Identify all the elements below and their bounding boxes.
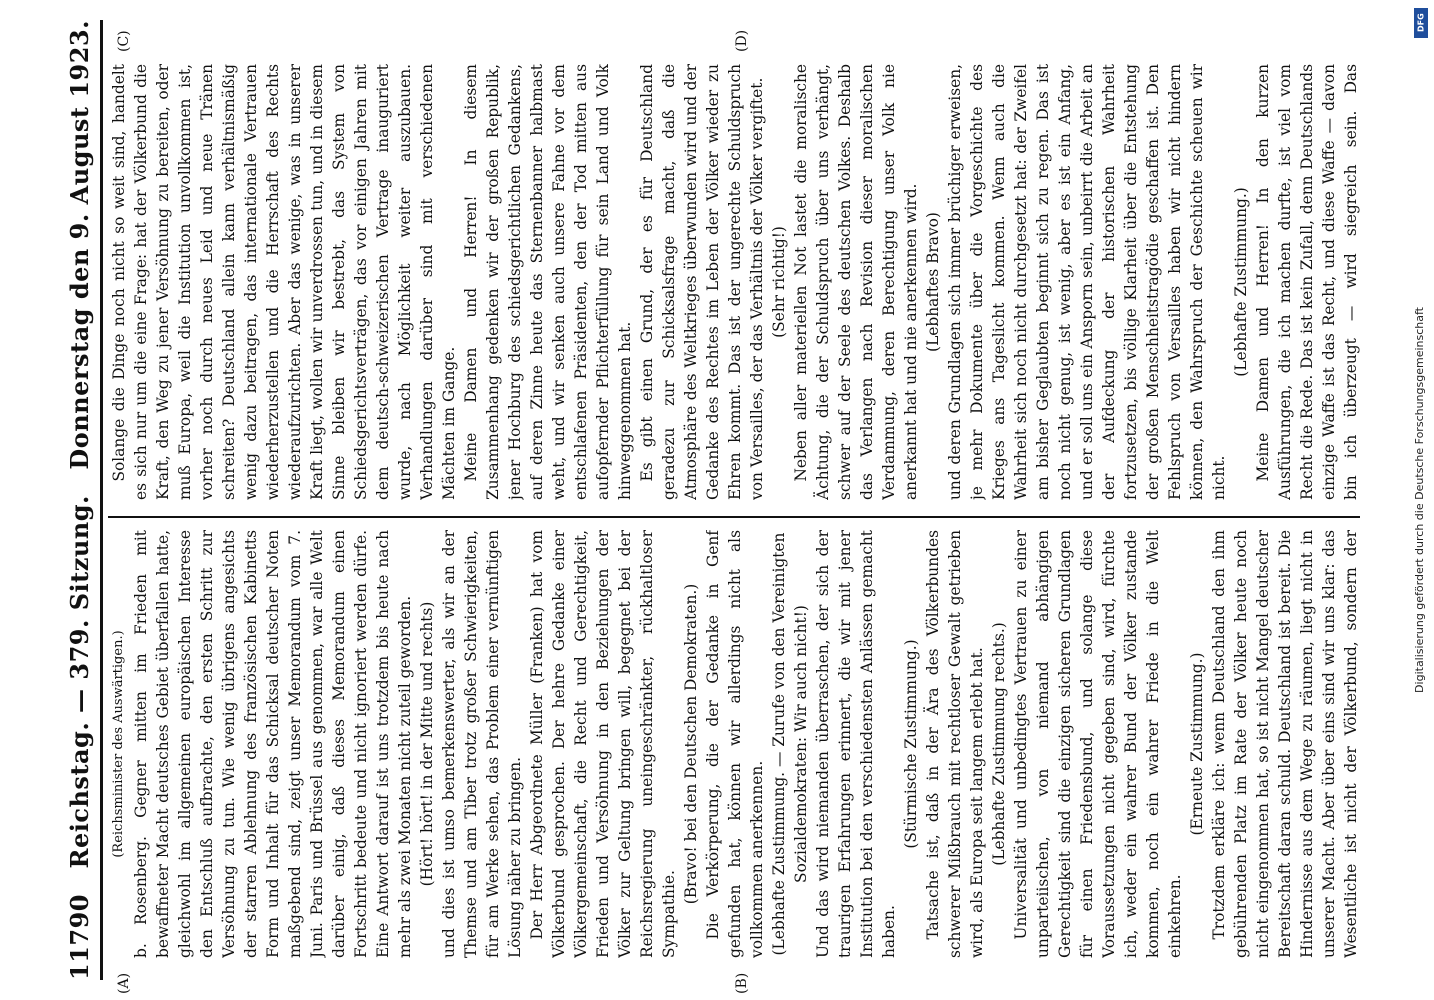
digitization-note-text: Digitalisierung gefördert durch die Deutsche Forschungsgemeinschaft xyxy=(1412,307,1426,693)
paragraph: Neben aller materiellen Not lastet die moralische Ächtung, die der Schuldspruch über uns verhängt, schwer auf der Seele des deutschen Volkes. Deshalb das Verlangen nach Revision dieser moralischen Verdammung, deren Berechtigung unser Volk nie anerkannt hat und nie anerkennen wird. xyxy=(792,64,920,500)
paragraph: Tatsache ist, daß in der Ära des Völkerbundes schwerer Mißbrauch mit rechtloser Gewalt getrieben wird, als Europa seit langem erlebt hat. xyxy=(924,530,986,958)
paragraph: Die Verkörperung, die der Gedanke in Genf gefunden hat, können wir allerdings nicht als vollkommen anerkennen. xyxy=(704,530,766,958)
section-marker-a: (A) xyxy=(116,972,132,994)
column-divider xyxy=(108,516,1360,518)
digitization-note xyxy=(1408,10,1430,990)
interjection: (Bravo! bei den Deutschen Demokraten.) xyxy=(682,583,700,905)
right-column xyxy=(108,64,1360,500)
paragraph: Solange die Dinge noch nicht so weit sind, handelt es sich nur um die eine Frage: hat der Völkerbund die Kraft, den Weg zu jener Versöhnung zu bereiten, oder muß Europa, weil die Institution unvollkommen ist, vorher noch durch neues Leid und neue Tränen schreiten? Deutschland allein kann verhältnismäßig wenig dazu beitragen, das internationale Vertrauen wiederherzustellen und die Herrschaft des Rechts wiederaufzurichten. Aber das wenige, was in unserer Kraft liegt, wollen wir unverdrossen tun, und in diesem Sinne bleiben wir bestrebt, das System von Schiedsgerichtsverträgen, das vor einigen Jahren mit dem deutsch-schweizerischen Vertrage inauguriert wurde, nach Möglichkeit weiter auszubauen. Verhandlungen darüber sind mit verschiedenen Mächten im Gange. xyxy=(110,64,458,500)
header-rule xyxy=(100,20,103,980)
interjection: (Stürmische Zustimmung.) xyxy=(902,639,920,849)
paragraph: b. Rosenberg. Gegner mitten im Frieden mit bewaffneter Macht deutsches Gebiet überfallen hatte, gleichwohl im allgemeinen europäischen Interesse den Entschluß aufbrachte, den ersten Schritt zur Versöhnung zu tun. Wie wenig übrigens angesichts der starren Ablehnung des französischen Kabinetts Form und Inhalt für das Schicksal deutscher Noten maßgebend sind, zeigt unser Memorandum vom 7. Juni. Paris und Brüssel aus genommen, war alle Welt darüber einig, daß dieses Memorandum einen Fortschritt bedeute und nicht ignoriert werden dürfe. Eine Antwort darauf ist uns trotzdem bis heute nach mehr als zwei Monaten nicht zuteil geworden. xyxy=(132,530,414,958)
interjection: (Sehr richtig!) xyxy=(770,226,788,338)
interjection: (Lebhafte Zustimmung.) xyxy=(1232,187,1250,377)
section-marker-c: (C) xyxy=(116,30,132,52)
paragraph: und deren Grundlagen sich immer brüchiger erweisen, je mehr Dokumente über die Vorgeschichte des Krieges ans Tageslicht kommen. Wenn auch die Wahrheit sich noch nicht durchgesetzt hat: der Zweifel am bisher Geglaubten beginnt sich zu regen. Das ist noch nicht genug, ist wenig, aber es ist ein Anfang, und er soll uns ein Ansporn sein, unbeirrt die Arbeit an der Aufdeckung der historischen Wahrheit fortzusetzen, bis völlige Klarheit über die Entstehung der großen Menschheitstragödie geschaffen ist. Den Fehlspruch von Versailles haben wir nicht hindern können, den Wahrspruch der Geschichte scheuen wir nicht. xyxy=(946,64,1228,500)
interjection: (Lebhaftes Bravo) xyxy=(924,212,942,352)
paragraph: Meine Damen und Herren! In diesem Zusammenhang gedenken wir der großen Republik, jener Hochburg des schiedsgerichtlichen Gedankens, auf deren Zinne heute das Sternenbanner halbmast weht, und wir senken auch unsere Fahne vor dem entschlafenen Präsidenten, den der Tod mitten aus aufopfernder Pflichterfüllung für sein Land und Volk hinweggenommen hat. xyxy=(462,64,634,500)
interjection: (Erneute Zustimmung.) xyxy=(1188,652,1206,836)
left-column xyxy=(108,530,1360,958)
section-marker-d: (D) xyxy=(734,29,750,52)
paragraph: Universalität und unbedingtes Vertrauen zu einer unparteiischen, von niemand abhängigen Gerechtigkeit sind die einzigen sicheren Grundlagen für einen Friedensbund, und solange diese Voraussetzungen nicht gegeben sind, wird, fürchte ich, weder ein wahrer Bund der Völker zustande kommen, noch ein wahrer Friede in die Welt einkehren. xyxy=(1012,530,1184,958)
paragraph: Der Herr Abgeordnete Müller (Franken) hat vom Völkerbund gesprochen. Der hehre Gedanke einer Völkergemeinschaft, die Recht und Gerechtigkeit, Frieden und Versöhnung in den Beziehungen der Völker zur Geltung bringen will, begegnet bei der Reichsregierung uneingeschränkter, rückhaltloser Sympathie. xyxy=(528,530,678,958)
page-header xyxy=(58,20,94,980)
page-number: 11790 xyxy=(65,894,94,980)
paragraph: und dies ist umso bemerkenswerter, als wir an der Themse und am Tiber trotz großer Schwierigkeiten, für am Werke sehen, das Problem einer vernünftigen Lösung näher zu bringen. xyxy=(440,530,524,958)
session-date: Donnerstag den 9. August 1923. xyxy=(65,20,94,470)
paragraph: Es gibt einen Grund, der es für Deutschland geradezu zur Schicksalsfrage macht, daß die Atmosphäre des Weltkrieges überwunden wird und der Gedanke des Rechtes im Leben der Völker wieder zu Ehren kommt. Das ist der ungerechte Schuldspruch von Versailles, der das Verhältnis der Völker vergiftet. xyxy=(638,64,766,500)
dfg-logo: DFG xyxy=(1414,8,1428,38)
speaker-note: (Reichsminister des Auswärtigen.) xyxy=(111,630,126,858)
paragraph: Trotzdem erkläre ich: wenn Deutschland den ihm gebührenden Platz im Rate der Völker heute noch nicht eingenommen hat, so ist nicht Mangel deutscher Bereitschaft daran schuld. Deutschland ist bereit. Die Hindernisse aus dem Wege zu räumen, liegt nicht in unserer Macht. Aber über eins sind wir uns klar: das Wesentliche ist nicht der Völkerbund, sondern der xyxy=(1210,530,1360,958)
interjection: (Lebhafte Zustimmung. — Zurufe von den Vereinigten Sozialdemokraten: Wir auch nicht!) xyxy=(770,532,810,956)
session-title: Reichstag. — 379. Sitzung. xyxy=(65,495,94,869)
section-marker-b: (B) xyxy=(734,972,750,994)
interjection: (Hört! hört! in der Mitte und rechts) xyxy=(418,601,436,887)
paragraph: Meine Damen und Herren! In den kurzen Ausführungen, die ich machen durfte, ist viel vom Recht die Rede. Das ist kein Zufall, denn Deutschlands einzige Waffe ist das Recht, und diese Waffe — davon bin ich überzeugt — wird siegreich sein. Das xyxy=(1254,64,1360,500)
interjection: (Lebhafte Zustimmung rechts.) xyxy=(990,622,1008,866)
paragraph: Und das wird niemanden überraschen, der sich der traurigen Erfahrungen erinnert, die wir mit jener Institution bei den verschiedensten Anlässen gemacht haben. xyxy=(814,530,898,958)
